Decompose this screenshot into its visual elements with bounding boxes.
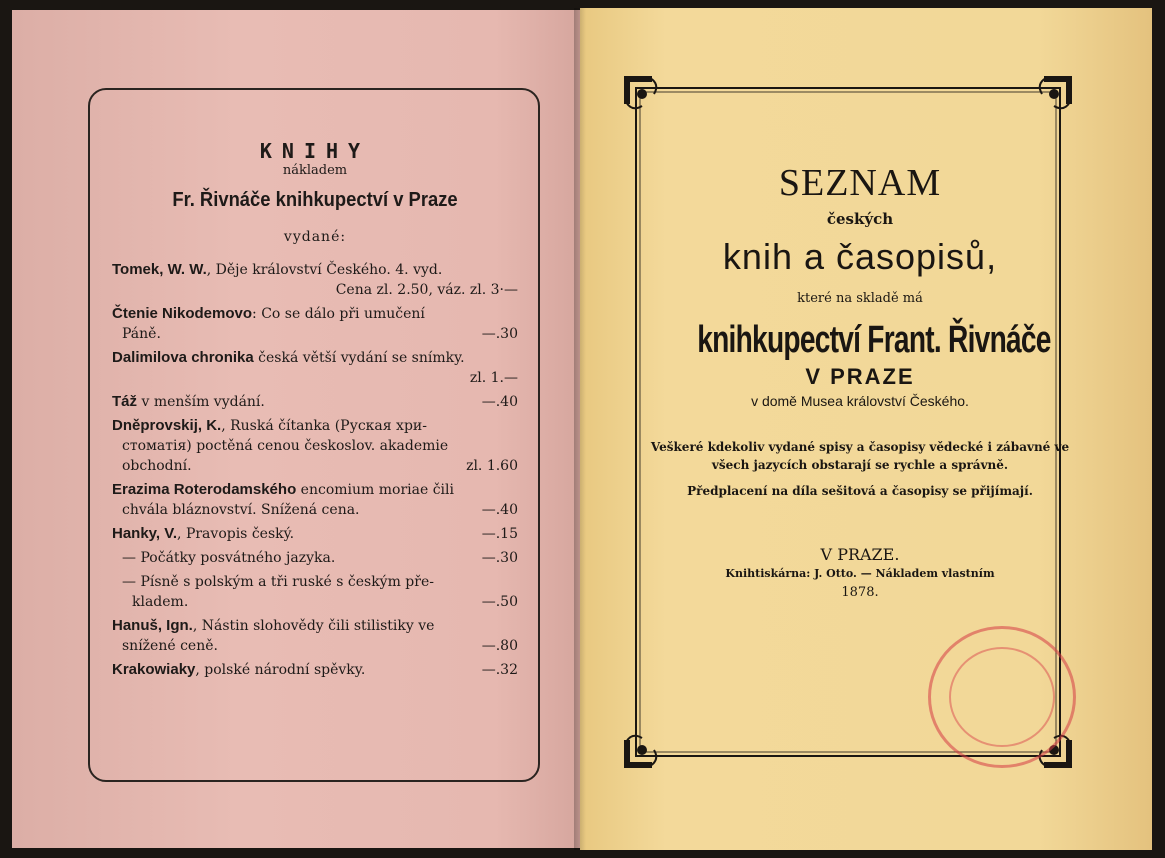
right-page-content [640, 160, 1080, 604]
entry-price: —.30 [481, 550, 518, 566]
entry-author: Hanky, V. [112, 525, 178, 542]
entry-title: , Nástin slohovědy čili stilistiky ve [192, 618, 435, 634]
entry-author: Dněprovskij, K. [112, 417, 222, 434]
imprint-city: V PRAZE. [820, 545, 900, 564]
entry-author: Dalimilova chronika [112, 349, 254, 366]
left-header: KNIHY [259, 139, 371, 163]
subscription-notice: Předplacení na díla sešitová a časopisy se přijímají. [687, 484, 1033, 498]
entry-line3: obchodní. [122, 458, 192, 474]
entry-title: — Počátky posvátného jazyka. [122, 550, 336, 566]
page-title: SEZNAM [778, 162, 942, 204]
entry-price-line: Cena zl. 2.50, váz. zl. 3·— [335, 282, 518, 298]
title-line-ktere: které na skladě má [797, 291, 923, 306]
entry-price: —.50 [481, 594, 518, 610]
list-item [112, 348, 518, 388]
list-item [112, 524, 518, 544]
notice-text: Veškeré kdekoliv vydané spisy a časopisy vědecké i zábavné ve všech jazycích obstarají se rychle a správně. [650, 440, 1070, 472]
library-stamp-icon [928, 626, 1076, 768]
entry-author: Táž [112, 393, 138, 410]
left-page-content [112, 140, 518, 684]
city-heading: V PRAZE [805, 364, 915, 389]
entry-author: Hanuš, Ign. [112, 617, 193, 634]
entry-author: Erazima Roterodamského [112, 481, 297, 498]
entry-title: — Písně s polským a tři ruské s českým pře- [122, 574, 434, 590]
entry-author: Krakowiaky [112, 661, 196, 678]
imprint-year: 1878. [841, 585, 879, 600]
address-line: v domě Musea království Českého. [751, 393, 969, 409]
list-item [112, 480, 518, 520]
entry-price: —.15 [481, 526, 518, 542]
entry-line2: kladem. [132, 594, 189, 610]
entry-title: v menším vydání. [137, 394, 265, 410]
list-item [112, 572, 518, 612]
entry-line2: Páně. [122, 326, 161, 342]
list-item [112, 304, 518, 344]
list-item [112, 660, 518, 680]
entry-line2: snížené ceně. [122, 638, 218, 654]
title-line-knih: knih a časopisů, [722, 236, 998, 277]
left-publisher: Fr. Řivnáče knihkupectví v Praze [172, 189, 458, 211]
entry-title: , Ruská čítanka (Рускaя хри- [221, 418, 427, 434]
entry-author: Čtenie Nikodemovo [112, 305, 253, 322]
entry-price: —.40 [481, 502, 518, 518]
book-spine [574, 8, 586, 850]
list-item [112, 392, 518, 412]
entry-price: —.80 [481, 638, 518, 654]
entry-price: —.30 [481, 326, 518, 342]
printer-line: Knihtiskárna: J. Otto. — Nákladem vlastním [725, 567, 995, 580]
list-item [112, 548, 518, 568]
entry-title: encomium moriae čili [296, 482, 454, 498]
entry-line2: стоматія) poctěná cenou českoslov. akademie [122, 438, 449, 454]
entry-title: , Děje království Českého. 4. vyd. [206, 262, 443, 278]
entry-author: Tomek, W. W. [112, 261, 207, 278]
entry-price: —.40 [481, 394, 518, 410]
list-item [112, 260, 518, 300]
entry-price: zl. 1.60 [466, 458, 518, 474]
list-item [112, 616, 518, 656]
left-edition-label: vydané: [283, 229, 347, 245]
entry-line2: chvála bláznovství. Snížená cena. [122, 502, 360, 518]
list-item [112, 416, 518, 476]
entry-price: —.32 [481, 662, 518, 678]
bookshop-name: knihkupectví Frant. Řivnáče [697, 319, 1051, 361]
entry-title: , Pravopis český. [177, 526, 295, 542]
entry-title: česká větší vydání se snímky. [253, 350, 465, 366]
entry-title: : Co se dálo při umučení [252, 306, 425, 322]
entry-price-line: zl. 1.— [469, 370, 518, 386]
title-line-ceskych: českých [826, 210, 894, 228]
left-subheader: nákladem [282, 163, 348, 178]
entry-title: , polské národní spěvky. [195, 662, 366, 678]
